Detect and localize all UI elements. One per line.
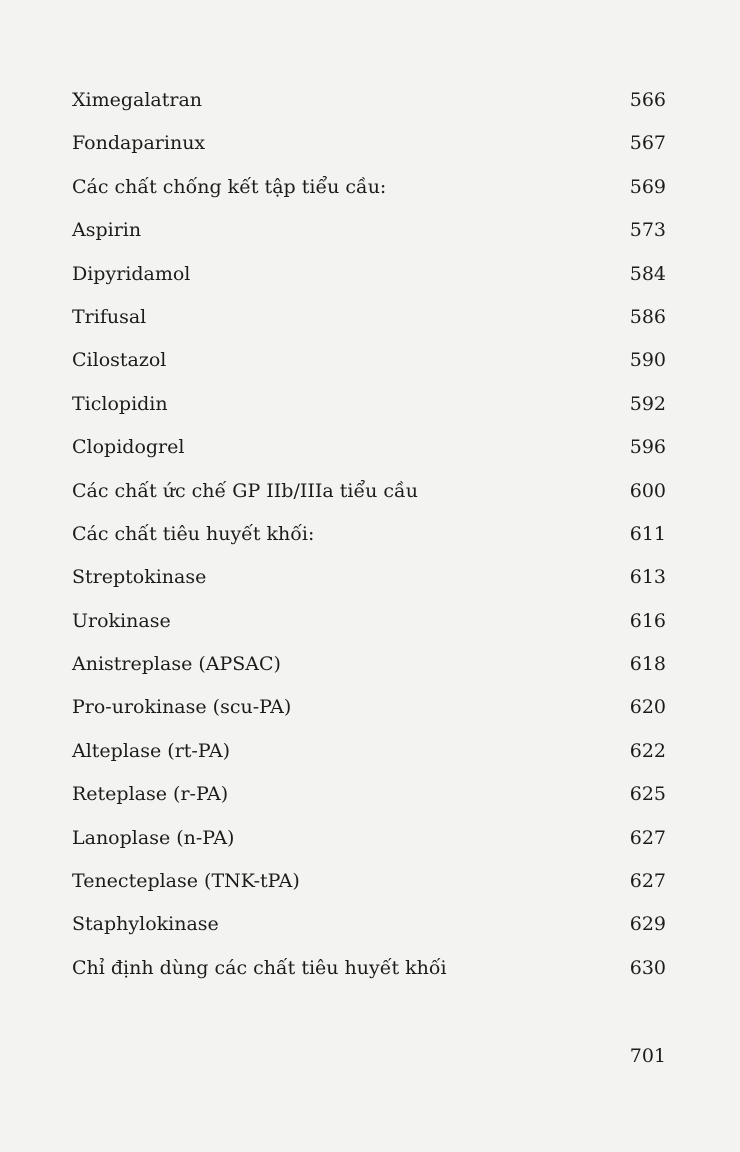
toc-entry-title: Chỉ định dùng các chất tiêu huyết khối xyxy=(72,956,447,979)
toc-entry-page: 569 xyxy=(629,175,666,198)
toc-entry-page: 627 xyxy=(629,870,666,893)
toc-entry-page: 600 xyxy=(629,479,666,502)
toc-entry xyxy=(72,388,666,431)
toc-entry-title: Trifusal xyxy=(72,305,147,328)
toc-entry xyxy=(72,301,666,344)
toc-entry xyxy=(72,952,666,995)
toc-entry xyxy=(72,475,666,518)
toc-entry-title: Lanoplase (n-PA) xyxy=(72,826,235,849)
toc-entry xyxy=(72,908,666,951)
toc-entry-page: 622 xyxy=(629,739,666,762)
toc-entry-page: 630 xyxy=(629,956,666,979)
page-number: 701 xyxy=(629,1045,666,1067)
toc-entry-title: Aspirin xyxy=(72,219,142,242)
toc-entry xyxy=(72,127,666,170)
toc-entry xyxy=(72,648,666,691)
toc-entry-page: 620 xyxy=(629,696,666,719)
toc-entry-title: Các chất chống kết tập tiểu cầu: xyxy=(72,175,387,198)
toc-entry-page: 592 xyxy=(629,392,666,415)
toc-entry xyxy=(72,561,666,604)
toc-entry-page: 627 xyxy=(629,826,666,849)
toc-entry-page: 616 xyxy=(629,609,666,632)
toc-entry xyxy=(72,171,666,214)
toc-entry-page: 629 xyxy=(629,913,666,936)
toc-entry-title: Anistreplase (APSAC) xyxy=(72,653,281,676)
toc-entry-title: Fondaparinux xyxy=(72,132,206,155)
toc-entry xyxy=(72,431,666,474)
toc-entry-title: Alteplase (rt-PA) xyxy=(72,739,231,762)
toc-entry-page: 618 xyxy=(629,653,666,676)
toc-entry xyxy=(72,691,666,734)
toc-entry-title: Urokinase xyxy=(72,609,171,632)
toc-entry-page: 590 xyxy=(629,349,666,372)
toc-entry-page: 596 xyxy=(629,436,666,459)
toc-entry xyxy=(72,258,666,301)
toc-entry-title: Pro-urokinase (scu-PA) xyxy=(72,696,292,719)
toc-entry-title: Dipyridamol xyxy=(72,262,191,285)
toc-entry-title: Các chất ức chế GP IIb/IIIa tiểu cầu xyxy=(72,479,418,502)
table-of-contents xyxy=(72,84,666,995)
toc-entry xyxy=(72,518,666,561)
toc-entry-page: 586 xyxy=(629,305,666,328)
toc-entry-title: Reteplase (r-PA) xyxy=(72,783,229,806)
toc-entry-title: Tenecteplase (TNK-tPA) xyxy=(72,870,300,893)
toc-entry-page: 573 xyxy=(629,219,666,242)
toc-entry-title: Cilostazol xyxy=(72,349,167,372)
toc-entry xyxy=(72,822,666,865)
toc-entry xyxy=(72,84,666,127)
toc-entry-page: 611 xyxy=(629,522,666,545)
toc-entry xyxy=(72,735,666,778)
toc-entry-title: Ticlopidin xyxy=(72,392,168,415)
toc-entry xyxy=(72,778,666,821)
toc-entry-title: Clopidogrel xyxy=(72,436,185,459)
toc-entry-page: 625 xyxy=(629,783,666,806)
toc-entry-title: Staphylokinase xyxy=(72,913,219,936)
toc-entry xyxy=(72,605,666,648)
toc-entry-page: 584 xyxy=(629,262,666,285)
toc-entry-page: 613 xyxy=(629,566,666,589)
toc-entry xyxy=(72,344,666,387)
toc-entry-title: Streptokinase xyxy=(72,566,207,589)
toc-entry-title: Các chất tiêu huyết khối: xyxy=(72,522,315,545)
toc-entry-page: 567 xyxy=(629,132,666,155)
toc-entry xyxy=(72,865,666,908)
toc-entry-title: Ximegalatran xyxy=(72,89,203,111)
toc-entry xyxy=(72,214,666,257)
toc-entry-page: 566 xyxy=(629,89,666,111)
